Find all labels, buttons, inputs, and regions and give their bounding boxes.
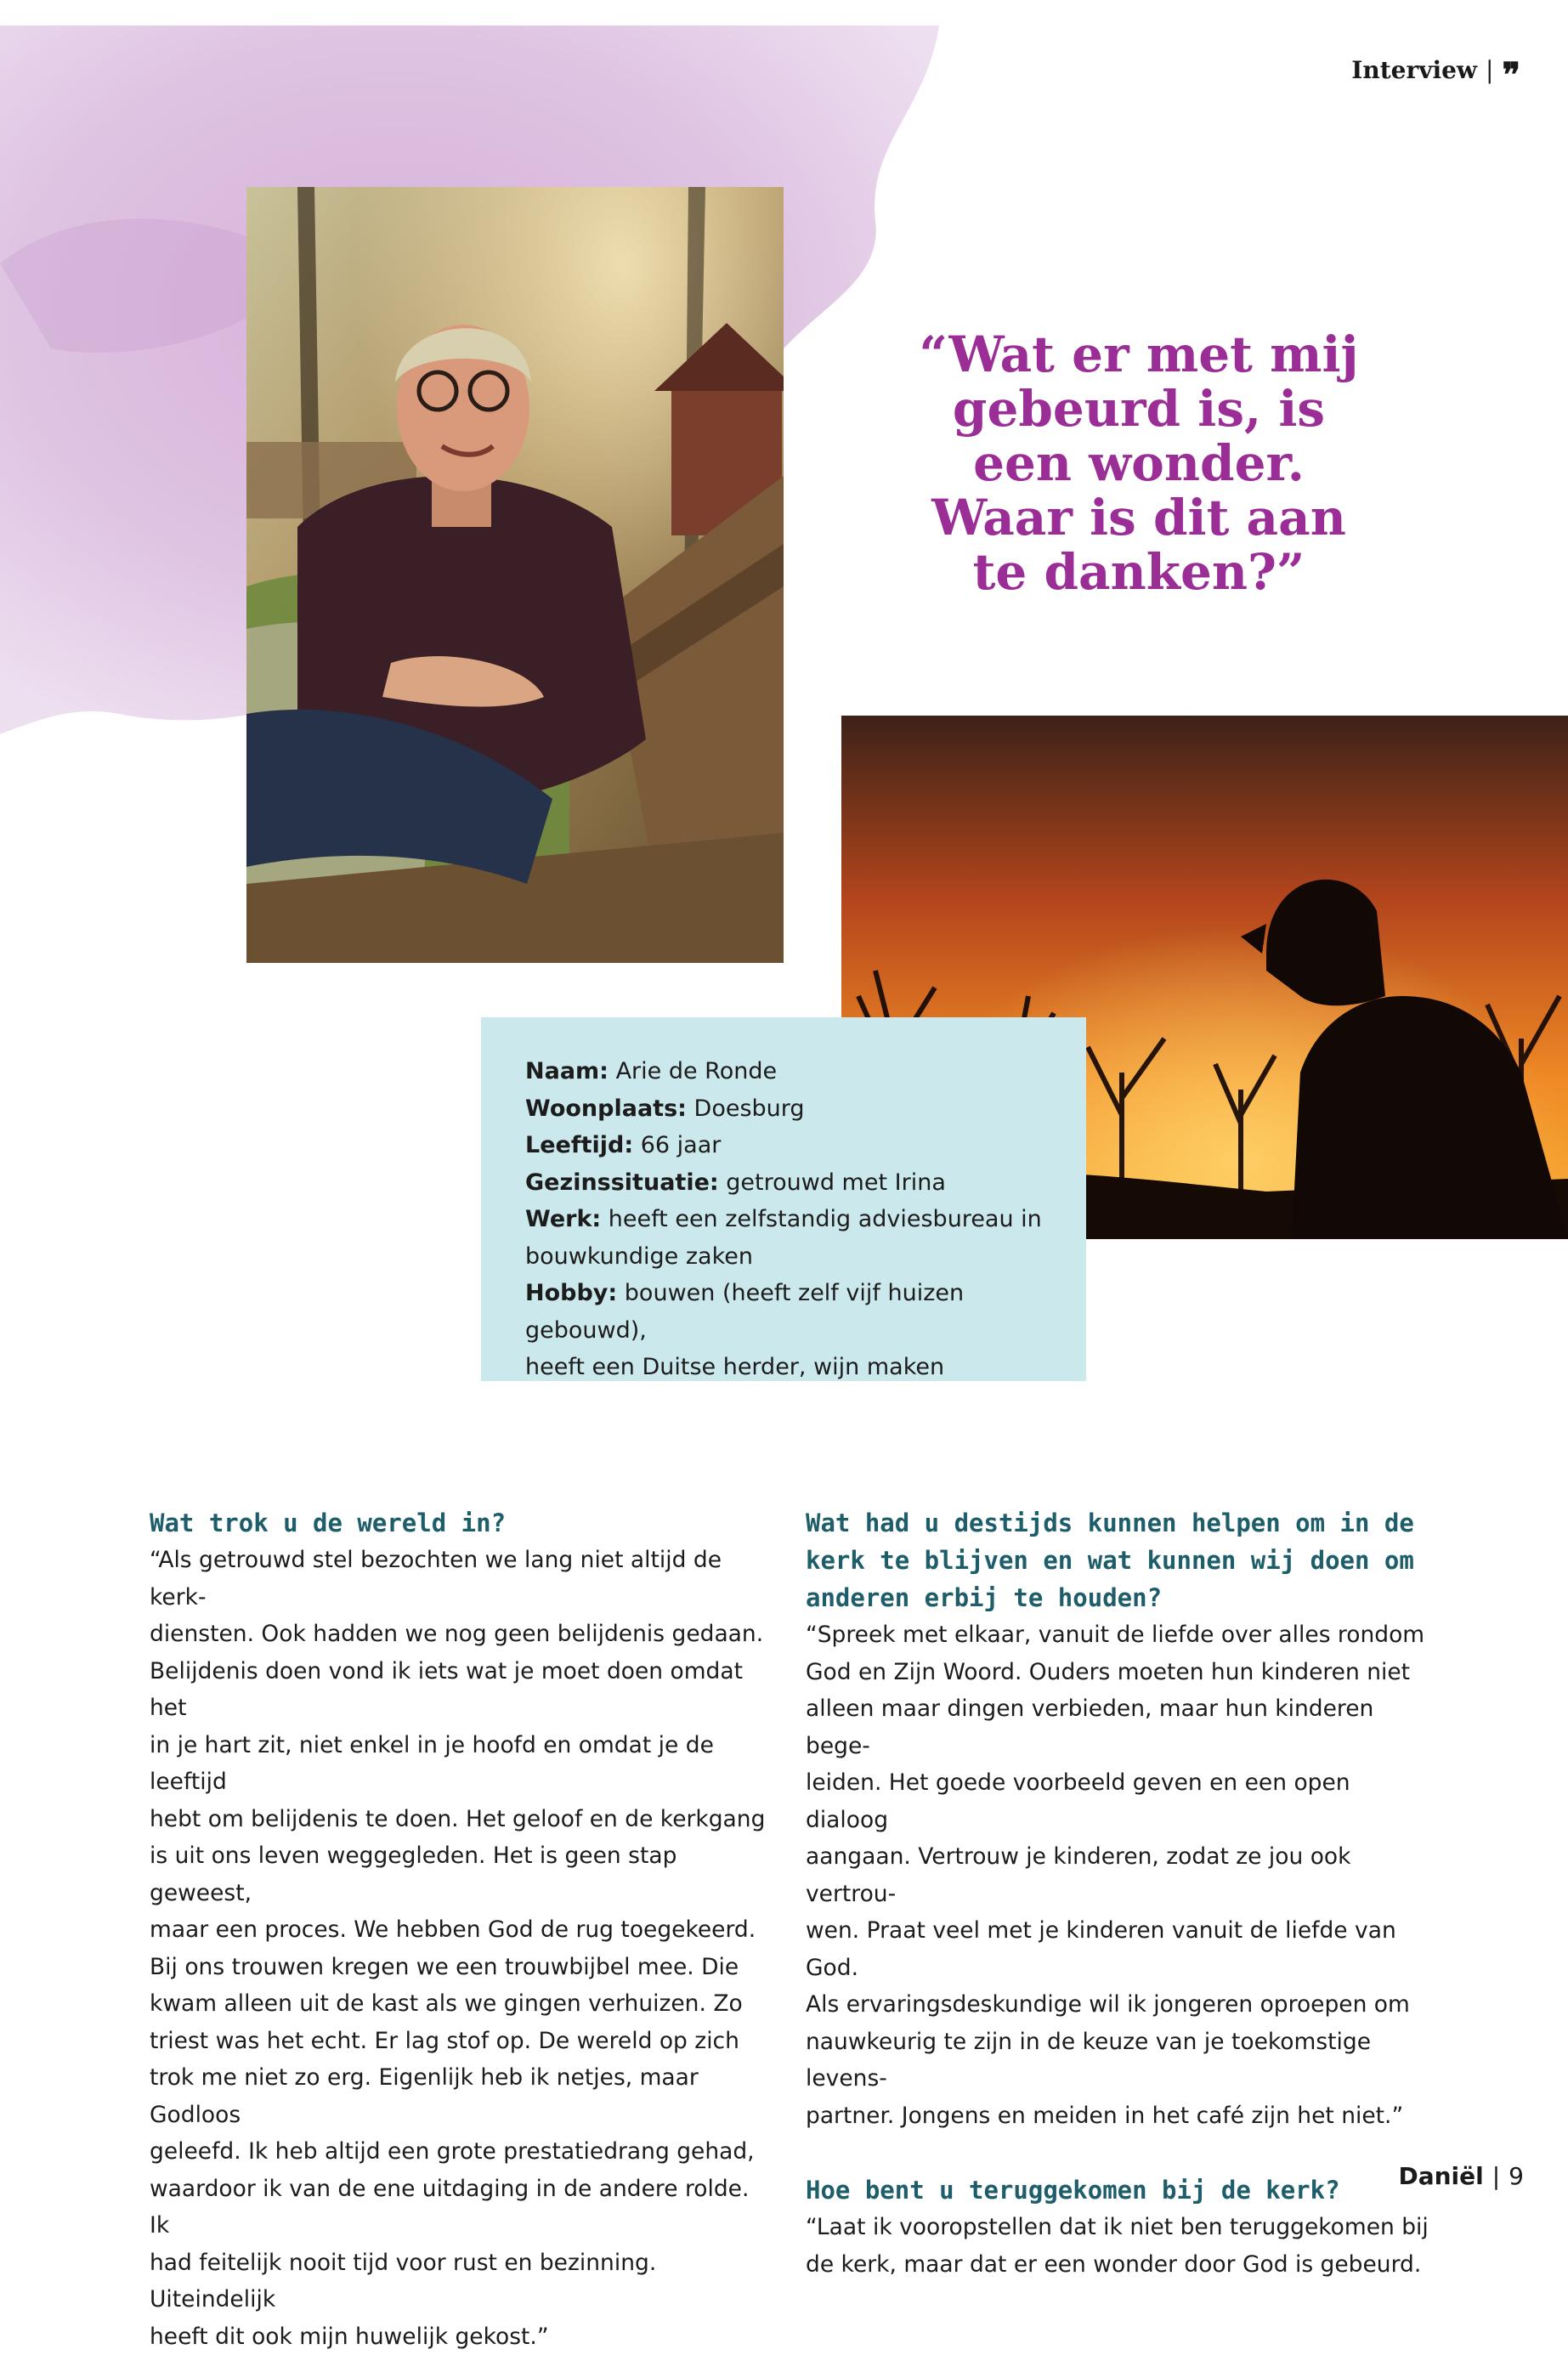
profile-label: Leeftijd: [525,1132,633,1158]
body-line: hebt om belijdenis te doen. Het geloof en de kerkgang [150,1801,774,1838]
body-line: God en Zijn Woord. Ouders moeten hun kinderen niet [806,1654,1430,1691]
profile-row-name [525,1053,1052,1090]
profile-value: heeft een Duitse herder, wijn maken [525,1354,944,1380]
body-line: geleefd. Ik heb altijd een grote prestatiedrang gehad, [150,2133,774,2171]
profile-value: bouwen (heeft zelf vijf huizen gebouwd), [525,1280,964,1344]
left-column [150,1504,774,2355]
profile-label: Woonplaats: [525,1095,687,1122]
profile-row-work-cont [525,1238,1052,1276]
body-line: maar een proces. We hebben God de rug toegekeerd. [150,1911,774,1949]
question-heading: Wat had u destijds kunnen helpen om in de [806,1504,1430,1542]
question-heading: Hoe bent u teruggekomen bij de kerk? [806,2171,1430,2209]
profile-value: Arie de Ronde [616,1058,778,1084]
profile-row-work [525,1201,1052,1238]
body-line: heeft dit ook mijn huwelijk gekost.” [150,2318,774,2355]
question-heading: Wat trok u de wereld in? [150,1504,774,1542]
body-line: triest was het echt. Er lag stof op. De wereld op zich [150,2023,774,2060]
body-line: kwam alleen uit de kast als we gingen verhuizen. Zo [150,1985,774,2023]
body-line: had feitelijk nooit tijd voor rust en bezinning. Uiteindelijk [150,2245,774,2318]
page-footer [1398,2162,1524,2190]
profile-value: Doesburg [694,1095,805,1122]
profile-value: 66 jaar [641,1132,722,1158]
profile-row-hobby [525,1275,1052,1349]
body-line: wen. Praat veel met je kinderen vanuit de liefde van God. [806,1912,1430,1986]
right-column [806,1504,1430,2283]
profile-label: Gezinssituatie: [525,1169,719,1196]
portrait-photo [246,187,784,963]
profile-label: Naam: [525,1058,609,1084]
body-line: Belijdenis doen vond ik iets wat je moet doen omdat het [150,1653,774,1727]
profile-row-residence [525,1090,1052,1128]
profile-label: Hobby: [525,1280,617,1306]
body-line: waardoor ik van de ene uitdaging in de andere rolde. Ik [150,2171,774,2245]
footer-separator: | [1492,2162,1500,2190]
question-heading: kerk te blijven en wat kunnen wij doen om [806,1542,1430,1579]
page-number: 9 [1509,2162,1524,2190]
magazine-name: Daniël [1398,2162,1483,2190]
profile-value: bouwkundige zaken [525,1243,753,1270]
body-line: Bij ons trouwen kregen we een trouwbijbel mee. Die [150,1949,774,1986]
body-line: de kerk, maar dat er een wonder door God is gebeurd. [806,2246,1430,2284]
body-line: partner. Jongens en meiden in het café zijn het niet.” [806,2097,1430,2135]
profile-value: heeft een zelfstandig adviesbureau in [609,1206,1042,1232]
paragraph-gap [806,2134,1430,2171]
question-heading: anderen erbij te houden? [806,1579,1430,1616]
profile-row-age [525,1127,1052,1164]
profile-infobox [481,1017,1086,1381]
body-line: “Als getrouwd stel bezochten we lang niet altijd de kerk- [150,1542,774,1616]
body-line: in je hart zit, niet enkel in je hoofd en omdat je de leeftijd [150,1727,774,1801]
body-line: aangaan. Vertrouw je kinderen, zodat ze jou ook vertrou- [806,1838,1430,1912]
profile-value: getrouwd met Irina [726,1169,946,1196]
top-white-band [0,0,1568,22]
profile-row-hobby-cont [525,1349,1052,1386]
header-separator: | [1486,56,1493,84]
section-label: Interview [1351,56,1477,84]
profile-row-family [525,1164,1052,1202]
body-line: alleen maar dingen verbieden, maar hun kinderen bege- [806,1690,1430,1764]
body-line: nauwkeurig te zijn in de keuze van je toekomstige levens- [806,2024,1430,2097]
body-line: “Laat ik vooropstellen dat ik niet ben teruggekomen bij [806,2209,1430,2246]
quote-mark-icon: ❞ [1502,55,1520,95]
body-line: leiden. Het goede voorbeeld geven en een open dialoog [806,1764,1430,1838]
body-line: trok me niet zo erg. Eigenlijk heb ik netjes, maar Godloos [150,2059,774,2133]
body-line: diensten. Ook hadden we nog geen belijdenis gedaan. [150,1616,774,1653]
body-line: Als ervaringsdeskundige wil ik jongeren oproepen om [806,1986,1430,2024]
section-header [1351,56,1520,84]
body-line: “Spreek met elkaar, vanuit de liefde over alles rondom [806,1616,1430,1654]
pull-quote: “Wat er met mij gebeurd is, is een wonder. Waar is dit aan te danken?” [901,327,1377,599]
profile-label: Werk: [525,1206,601,1232]
body-line: is uit ons leven weggegleden. Het is geen stap geweest, [150,1837,774,1911]
